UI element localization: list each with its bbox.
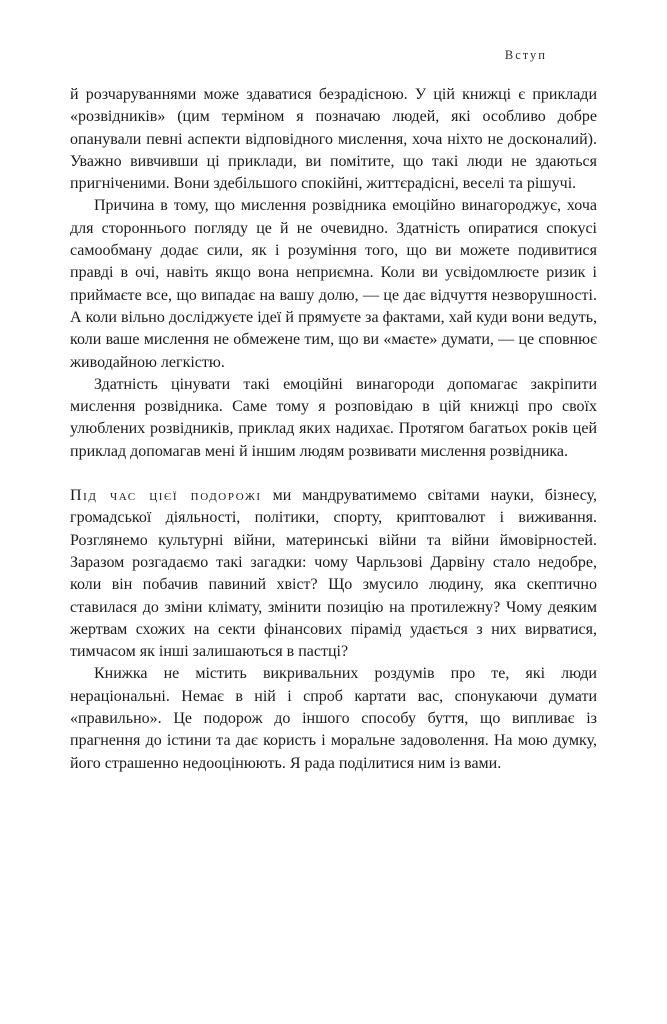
page-text-block	[70, 84, 597, 775]
running-header: Вступ	[504, 48, 547, 62]
paragraph-continuation: й розчаруваннями може здаватися безрадісною. У цій книжці є приклади «розвідників» (цим терміном я позначаю людей, які особливо добре опанували певні аспекти відповідного мислення, хоча ніхто не досконалий). Уважно вивчивши ці приклади, ви помітите, що такі люди не здаються пригніченими. Вони здебільшого спокійні, життєрадісні, веселі та рішучі.	[70, 86, 597, 193]
paragraph: Здатність цінувати такі емоційні винагороди допомагає закріпити мислення розвідника. Саме тому я розповідаю в цій книжці про своїх улюблених розвідників, приклад яких надихає. Протягом багатьох років цей приклад допомагав мені й іншим людям розвивати мислення розвідника.	[70, 375, 597, 460]
smallcaps-section-lead: Під час цієї подорожі	[70, 487, 262, 505]
paragraph-section-opener	[70, 485, 597, 663]
section-opener-text: ми мандруватимемо світами науки, бізнесу, громадської діяльності, політики, спорту, криптовалют і виживання. Розглянемо культурні війни, материнські війни та війни ймовірностей. Заразом розгадаємо такі загадки: чому Чарльзові Дарвіну стало недобре, коли він побачив павиний хвіст? Що змусило людину, яка скептично ставилася до зміни клімату, змінити позицію на протилежну? Чому деяким жертвам схожих на секти фінансових пірамід удається з них вирватися, тимчасом як інші залишаються в пастці?	[70, 487, 597, 661]
paragraph: Книжка не містить викривальних роздумів про те, які люди нераціональні. Немає в ній і спроб картати вас, спонукаючи думати «правильно». Це подорож до іншого способу буття, що випливає із прагнення до істини та дає користь і моральне задоволення. На мою думку, його страшенно недооцінюють. Я рада поділитися ним із вами.	[70, 665, 597, 772]
paragraph: Причина в тому, що мислення розвідника емоційно винагороджує, хоча для стороннього погляду це й не очевидно. Здатність опиратися спокусі самообману додає сили, як і розуміння того, що ви можете подивитися правді в очі, навіть якщо вона неприємна. Коли ви усвідомлюєте ризик і приймаєте все, що випадає на вашу долю, — це дає відчуття незворушності. А коли вільно досліджуєте ідеї й прямуєте за фактами, хай куди вони ведуть, коли ваше мислення не обмежене тим, що ви «маєте» думати, — це сповнює живодайною легкістю.	[70, 197, 597, 371]
